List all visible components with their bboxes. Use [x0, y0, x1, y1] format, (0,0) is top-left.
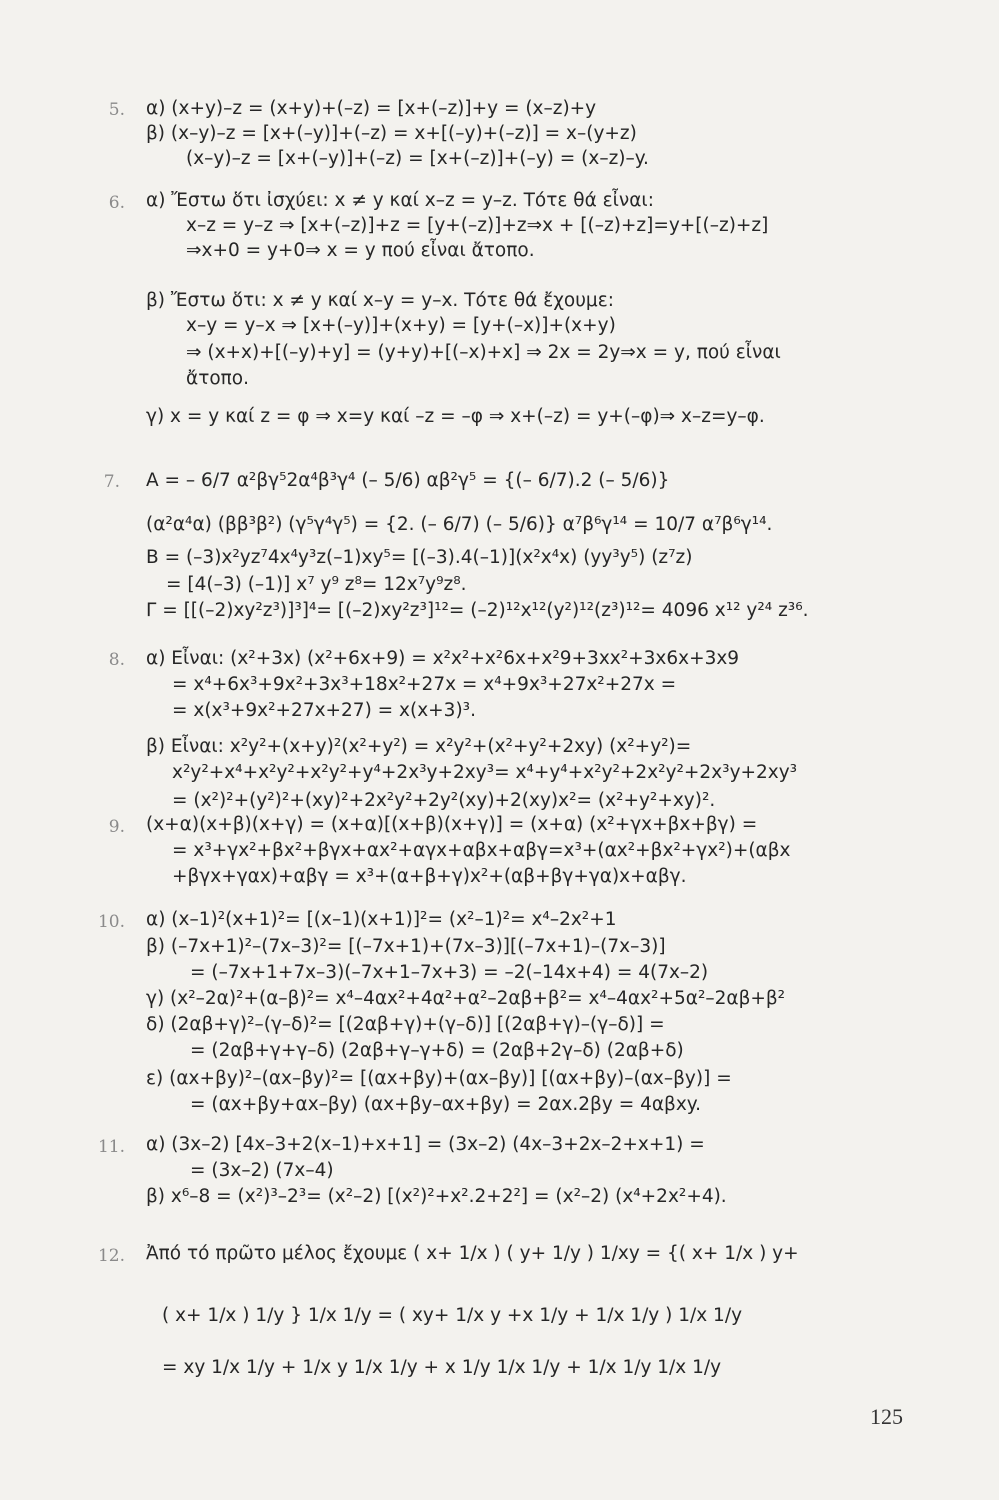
exercise-number: 7.: [103, 472, 120, 492]
exercise-number: 9.: [108, 817, 125, 837]
exercise-number: 10.: [97, 912, 125, 932]
exercise-number: 8.: [108, 650, 125, 670]
equation-line: = xy 1/x 1/y + 1/x y 1/x 1/y + x 1/y 1/x 1/y + 1/x 1/y 1/x 1/y: [162, 1357, 722, 1378]
equation-line: γ) (x²–2α)²+(α–β)²= x⁴–4αx²+4α²+α²–2αβ+β²= x⁴–4αx²+5α²–2αβ+β²: [146, 988, 786, 1009]
equation-line: = [4(–3) (–1)] x⁷ y⁹ z⁸= 12x⁷y⁹z⁸.: [166, 574, 467, 595]
exercise-number: 6.: [108, 193, 125, 213]
equation-line: Γ = [[(–2)xy²z³)]³]⁴= [(–2)xy²z³]¹²= (–2)¹²x¹²(y²)¹²(z³)¹²= 4096 x¹² y²⁴ z³⁶.: [146, 600, 809, 621]
equation-line: = (3x–2) (7x–4): [190, 1160, 334, 1181]
equation-line: B = (–3)x²yz⁷4x⁴y³z(–1)xy⁵= [(–3).4(–1)](x²x⁴x) (yy³y⁵) (z⁷z): [146, 547, 693, 568]
equation-line: β) (x–y)–z = [x+(–y)]+(–z) = x+[(–y)+(–z)] = x–(y+z): [146, 123, 637, 144]
equation-line: A = – 6/7 α²βγ⁵2α⁴β³γ⁴ (– 5/6) αβ²γ⁵ = {(– 6/7).2 (– 5/6)}: [146, 470, 670, 491]
equation-line: β) Ἔστω ὅτι: x ≠ y καί x–y = y–x. Τότε θά ἔχουμε:: [146, 290, 614, 311]
equation-line: ἄτοπο.: [186, 368, 249, 389]
equation-line: x–z = y–z ⇒ [x+(–z)]+z = [y+(–z)]+z⇒x + [(–z)+z]=y+[(–z)+z]: [186, 215, 769, 236]
equation-line: β) x⁶–8 = (x²)³–2³= (x²–2) [(x²)²+x².2+2²] = (x²–2) (x⁴+2x²+4).: [146, 1186, 727, 1207]
equation-line: +βγx+γαx)+αβγ = x³+(α+β+γ)x²+(αβ+βγ+γα)x+αβγ.: [172, 866, 687, 887]
equation-line: = (αx+βy+αx–βy) (αx+βy–αx+βy) = 2αx.2βy = 4αβxy.: [190, 1094, 701, 1115]
equation-line: ⇒ (x+x)+[(–y)+y] = (y+y)+[(–x)+x] ⇒ 2x = 2y⇒x = y, πού εἶναι: [186, 342, 781, 363]
equation-line: α) (3x–2) [4x–3+2(x–1)+x+1] = (3x–2) (4x–3+2x–2+x+1) =: [146, 1134, 705, 1155]
exercise-number: 5.: [108, 100, 125, 120]
equation-line: α) (x+y)–z = (x+y)+(–z) = [x+(–z)]+y = (x–z)+y: [146, 98, 597, 119]
page-number: 125: [870, 1404, 903, 1429]
equation-line: = x⁴+6x³+9x²+3x³+18x²+27x = x⁴+9x³+27x²+27x =: [172, 674, 677, 695]
equation-line: ⇒x+0 = y+0⇒ x = y πού εἶναι ἄτοπο.: [186, 240, 535, 261]
equation-line: (α²α⁴α) (ββ³β²) (γ⁵γ⁴γ⁵) = {2. (– 6/7) (– 5/6)} α⁷β⁶γ¹⁴ = 10/7 α⁷β⁶γ¹⁴.: [146, 514, 773, 535]
equation-line: (x+α)(x+β)(x+γ) = (x+α)[(x+β)(x+γ)] = (x+α) (x²+γx+βx+βγ) =: [146, 814, 758, 835]
equation-line: = (x²)²+(y²)²+(xy)²+2x²y²+2y²(xy)+2(xy)x²= (x²+y²+xy)².: [172, 790, 716, 811]
equation-line: x–y = y–x ⇒ [x+(–y)]+(x+y) = [y+(–x)]+(x+y): [186, 315, 616, 336]
equation-line: ( x+ 1/x ) 1/y } 1/x 1/y = ( xy+ 1/x y +x 1/y + 1/x 1/y ) 1/x 1/y: [162, 1305, 743, 1326]
equation-line: x²y²+x⁴+x²y²+x²y²+y⁴+2x³y+2xy³= x⁴+y⁴+x²y²+2x²y²+2x³y+2xy³: [172, 762, 798, 783]
equation-line: β) (–7x+1)²–(7x–3)²= [(–7x+1)+(7x–3)][(–7x+1)–(7x–3)]: [146, 936, 666, 957]
equation-line: β) Εἶναι: x²y²+(x+y)²(x²+y²) = x²y²+(x²+y²+2xy) (x²+y²)=: [146, 736, 692, 757]
equation-line: α) Ἔστω ὅτι ἰσχύει: x ≠ y καί x–z = y–z. Τότε θά εἶναι:: [146, 190, 654, 211]
equation-line: Ἀπό τό πρῶτο μέλος ἔχουμε ( x+ 1/x ) ( y+ 1/y ) 1/xy = {( x+ 1/x ) y+: [146, 1243, 799, 1264]
equation-line: α) Εἶναι: (x²+3x) (x²+6x+9) = x²x²+x²6x+x²9+3xx²+3x6x+3x9: [146, 648, 740, 669]
equation-line: = x(x³+9x²+27x+27) = x(x+3)³.: [172, 700, 476, 721]
equation-line: = (–7x+1+7x–3)(–7x+1–7x+3) = –2(–14x+4) = 4(7x–2): [190, 962, 709, 983]
exercise-number: 12.: [97, 1246, 125, 1266]
equation-line: (x–y)–z = [x+(–y)]+(–z) = [x+(–z)]+(–y) = (x–z)–y.: [186, 148, 649, 169]
equation-line: δ) (2αβ+γ)²–(γ–δ)²= [(2αβ+γ)+(γ–δ)] [(2αβ+γ)–(γ–δ)] =: [146, 1014, 665, 1035]
exercise-number: 11.: [97, 1137, 125, 1157]
equation-line: ε) (αx+βy)²–(αx–βy)²= [(αx+βy)+(αx–βy)] [(αx+βy)–(αx–βy)] =: [146, 1068, 732, 1089]
equation-line: γ) x = y καί z = φ ⇒ x=y καί –z = –φ ⇒ x+(–z) = y+(–φ)⇒ x–z=y–φ.: [146, 406, 765, 427]
equation-line: = (2αβ+γ+γ–δ) (2αβ+γ–γ+δ) = (2αβ+2γ–δ) (2αβ+δ): [190, 1040, 684, 1061]
equation-line: α) (x–1)²(x+1)²= [(x–1)(x+1)]²= (x²–1)²= x⁴–2x²+1: [146, 909, 617, 930]
equation-line: = x³+γx²+βx²+βγx+αx²+αγx+αβx+αβγ=x³+(αx²+βx²+γx²)+(αβx: [172, 840, 791, 861]
